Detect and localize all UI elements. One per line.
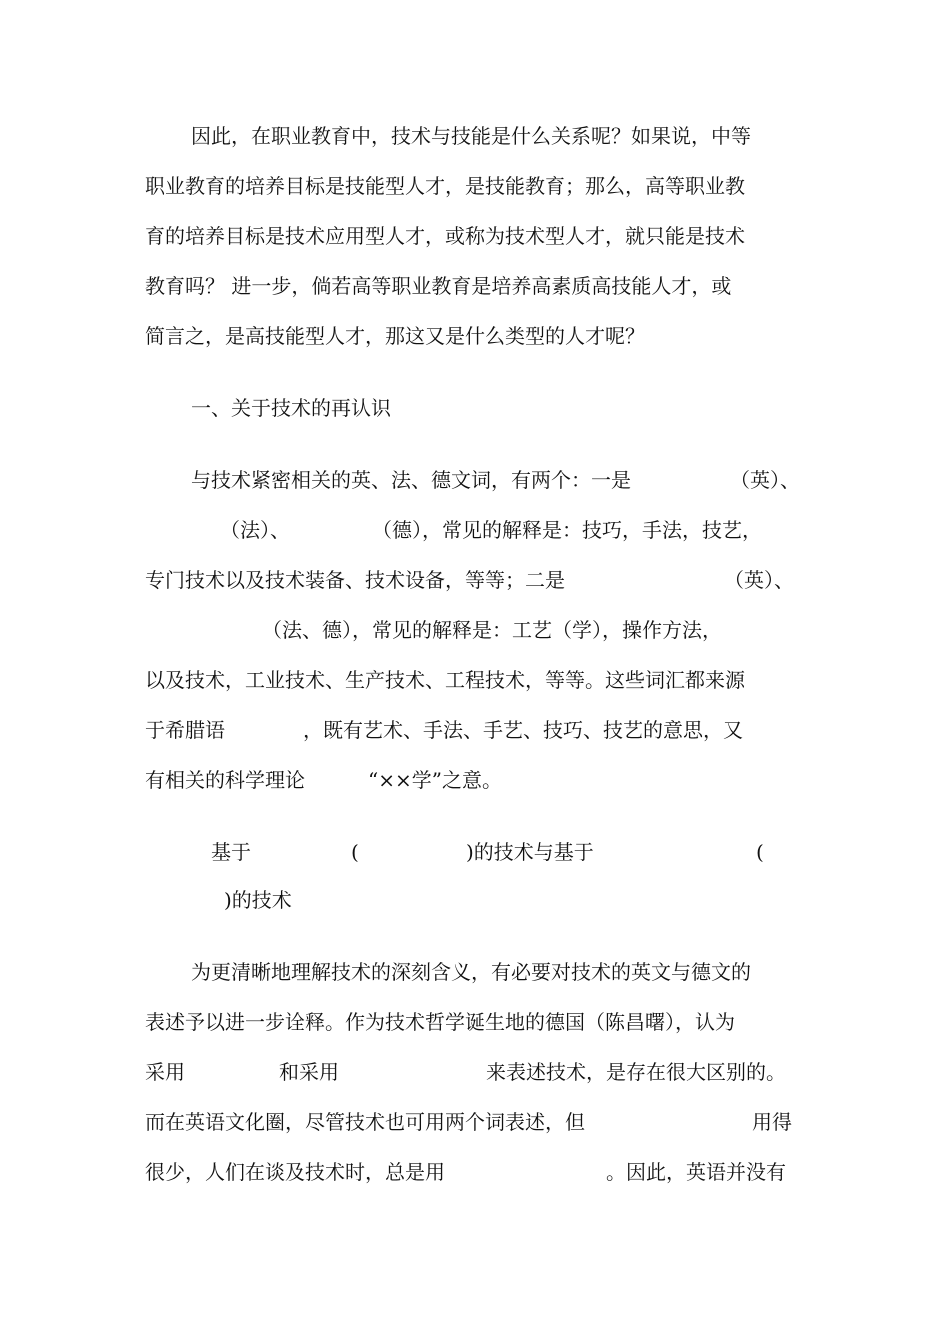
subheading-line-1d: ( — [756, 840, 764, 864]
paragraph-3-line-5a: 很少，人们在谈及技术时，总是用 — [145, 1160, 445, 1184]
paragraph-1-line-4: 教育吗？ 进一步，倘若高等职业教育是培养高素质高技能人才，或 — [145, 274, 732, 298]
section-heading: 一、关于技术的再认识 — [191, 396, 391, 420]
paragraph-2-line-6b: ，既有艺术、手法、手艺、技巧、技艺的意思，又 — [303, 718, 743, 742]
paragraph-2-line-3b: （英）、 — [724, 568, 794, 592]
paragraph-3-line-4a: 而在英语文化圈，尽管技术也可用两个词表述，但 — [145, 1110, 585, 1134]
paragraph-3-line-3c: 来表述技术，是存在很大区别的。 — [486, 1060, 786, 1084]
paragraph-3-line-1: 为更清晰地理解技术的深刻含义，有必要对技术的英文与德文的 — [191, 960, 751, 984]
paragraph-1-line-5: 简言之，是高技能型人才，那这又是什么类型的人才呢？ — [145, 324, 645, 348]
subheading-line-1b: ( — [351, 840, 359, 864]
paragraph-3-line-5b: 。因此，英语并没有 — [606, 1160, 786, 1184]
paragraph-2-line-1b: （英）、 — [730, 468, 800, 492]
subheading-line-1a: 基于 — [211, 840, 251, 864]
paragraph-2-line-4: （法、德），常见的解释是：工艺（学），操作方法， — [262, 618, 722, 642]
subheading-line-1c: )的技术与基于 — [466, 840, 594, 864]
paragraph-2-line-3a: 专门技术以及技术装备、技术设备，等等；二是 — [145, 568, 565, 592]
paragraph-2-line-5: 以及技术，工业技术、生产技术、工程技术，等等。这些词汇都来源 — [145, 668, 745, 692]
paragraph-1-line-1: 因此，在职业教育中，技术与技能是什么关系呢？如果说，中等 — [191, 124, 751, 148]
paragraph-1-line-3: 育的培养目标是技术应用型人才，或称为技术型人才，就只能是技术 — [145, 224, 745, 248]
paragraph-2-line-1a: 与技术紧密相关的英、法、德文词，有两个：一是 — [191, 468, 631, 492]
paragraph-2-line-6a: 于希腊语 — [145, 718, 225, 742]
paragraph-3-line-3a: 采用 — [145, 1060, 185, 1084]
paragraph-2-line-7a: 有相关的科学理论 — [145, 768, 305, 792]
paragraph-3-line-4b: 用得 — [752, 1110, 792, 1134]
paragraph-1-line-2: 职业教育的培养目标是技能型人才，是技能教育；那么，高等职业教 — [145, 174, 745, 198]
paragraph-2-line-7b: “××学”之意。 — [368, 768, 502, 792]
paragraph-3-line-3b: 和采用 — [279, 1060, 339, 1084]
paragraph-3-line-2: 表述予以进一步诠释。作为技术哲学诞生地的德国（陈昌曙），认为 — [145, 1010, 735, 1034]
subheading-line-2: )的技术 — [224, 888, 292, 912]
paragraph-2-line-2a: （法）、 — [220, 518, 290, 542]
paragraph-2-line-2b: （德），常见的解释是：技巧，手法，技艺， — [372, 518, 762, 542]
